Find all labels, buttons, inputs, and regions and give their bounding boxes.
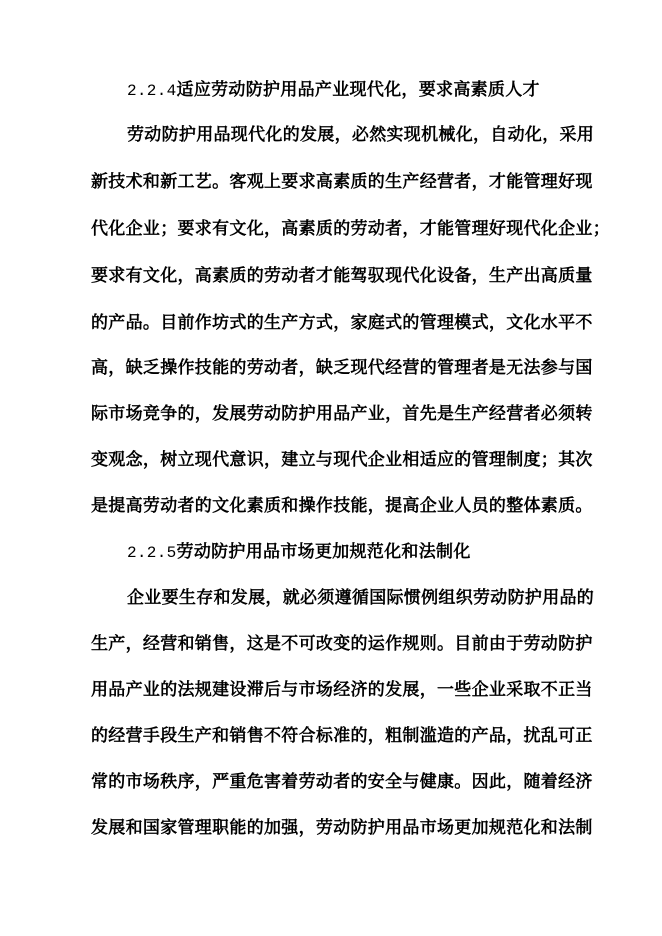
section-title: 劳动防护用品市场更加规范化和法制化 [176, 542, 471, 562]
section-title: 适应劳动防护用品产业现代化，要求高素质人才 [176, 80, 540, 100]
section-heading-2-2-4 [127, 80, 540, 101]
paragraph-line: 企业要生存和发展，就必须遵循国际惯例组织劳动防护用品的 [127, 588, 595, 608]
paragraph-line: 要求有文化，高素质的劳动者才能驾驭现代化设备，生产出高质量 [91, 266, 593, 286]
paragraph-line: 的产品。目前作坊式的生产方式，家庭式的管理模式，文化水平不 [91, 313, 593, 333]
paragraph-line: 用品产业的法规建设滞后与市场经济的发展，一些企业采取不正当 [91, 680, 593, 700]
section-heading-2-2-5 [127, 542, 471, 563]
paragraph-line: 变观念，树立现代意识，建立与现代企业相适应的管理制度；其次 [91, 450, 593, 470]
paragraph-line: 发展和国家管理职能的加强，劳动防护用品市场更加规范化和法制 [91, 818, 593, 838]
paragraph-line: 新技术和新工艺。客观上要求高素质的生产经营者，才能管理好现 [91, 172, 593, 192]
section-number: 2.2.4 [127, 82, 177, 100]
paragraph-line: 是提高劳动者的文化素质和操作技能，提高企业人员的整体素质。 [91, 496, 593, 516]
section-number: 2.2.5 [127, 544, 177, 562]
paragraph-line: 劳动防护用品现代化的发展，必然实现机械化，自动化，采用 [127, 125, 595, 145]
paragraph-line: 常的市场秩序，严重危害着劳动者的安全与健康。因此，随着经济 [91, 772, 593, 792]
paragraph-line: 的经营手段生产和销售不符合标准的，粗制滥造的产品，扰乱可正 [91, 726, 593, 746]
paragraph-line: 生产，经营和销售，这是不可改变的运作规则。目前由于劳动防护 [91, 634, 593, 654]
paragraph-line: 际市场竞争的，发展劳动防护用品产业，首先是生产经营者必须转 [91, 404, 593, 424]
paragraph-line: 高，缺乏操作技能的劳动者，缺乏现代经营的管理者是无法参与国 [91, 358, 593, 378]
paragraph-line: 代化企业；要求有文化，高素质的劳动者，才能管理好现代化企业； [91, 219, 610, 239]
